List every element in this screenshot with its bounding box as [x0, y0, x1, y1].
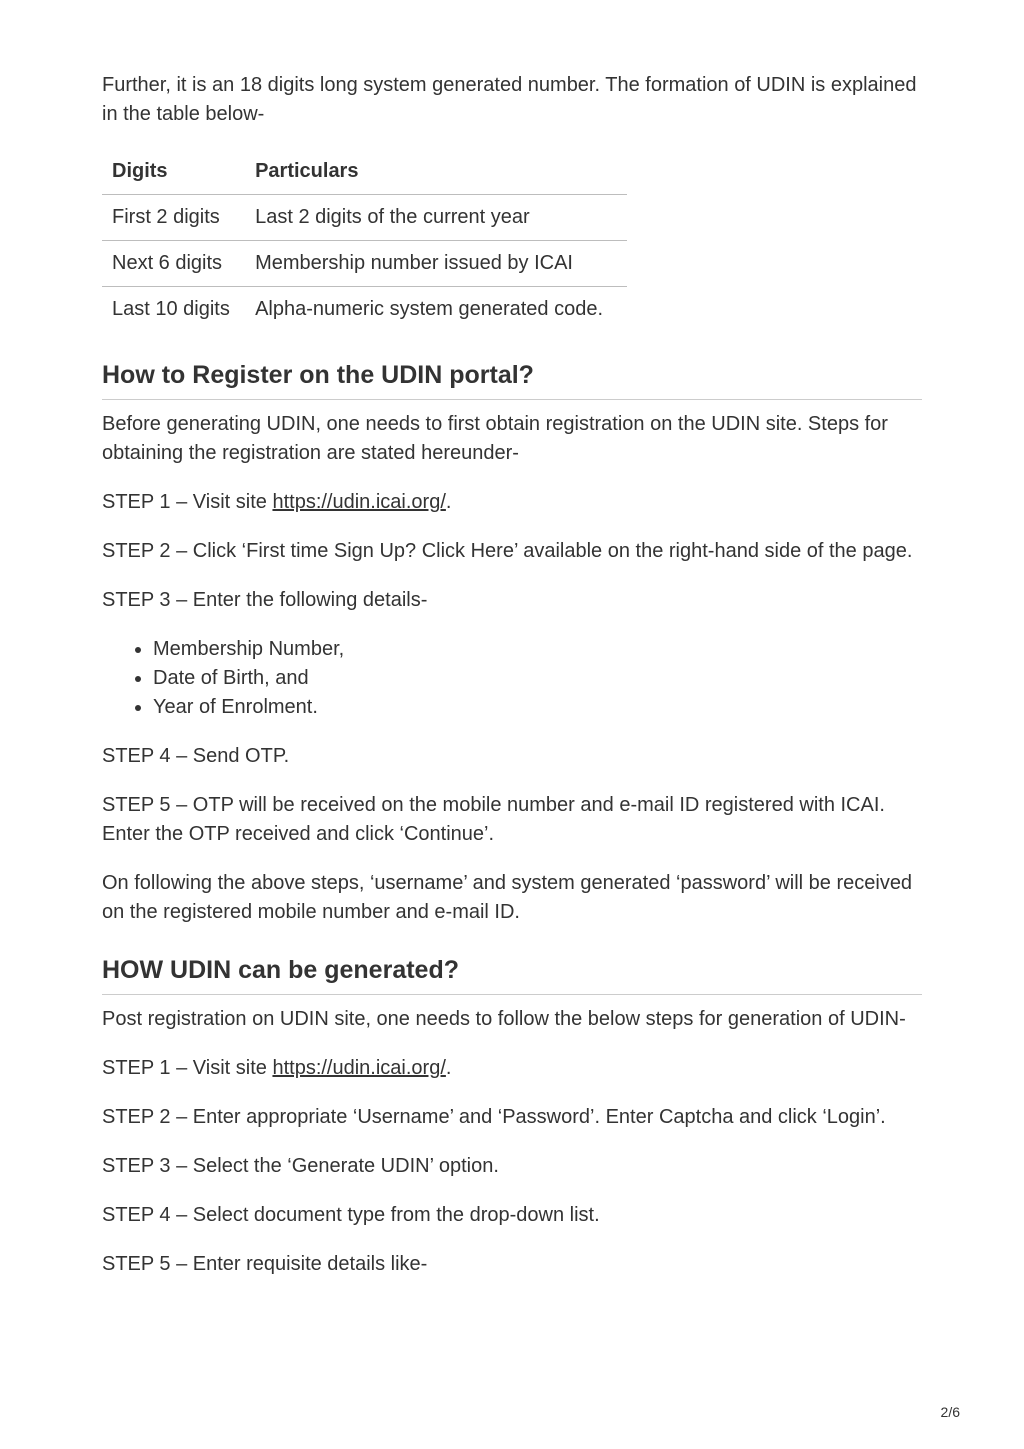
udin-format-table	[102, 149, 627, 332]
page-number: 2/6	[940, 1404, 960, 1420]
intro-paragraph: Further, it is an 18 digits long system generated number. The formation of UDIN is explained in the table below-	[102, 74, 917, 125]
list-item: • Date of Birth, and	[153, 664, 922, 693]
register-conclusion: On following the above steps, ‘username’ and system generated ‘password’ will be received on the registered mobile number and e-mail ID.	[102, 872, 913, 923]
udin-site-link[interactable]: https://udin.icai.org/	[272, 1057, 446, 1079]
register-intro: Before generating UDIN, one needs to first obtain registration on the UDIN site. Steps for obtaining the registration are stated hereunder-	[102, 413, 888, 464]
step-text: STEP 1 – Visit site	[102, 491, 273, 513]
step-text-suffix: .	[445, 1057, 452, 1079]
table-header-particulars: Particulars	[245, 149, 627, 195]
document-body	[102, 71, 922, 1299]
table-header-row	[102, 149, 627, 195]
generate-step-5: STEP 5 – Enter requisite details like-	[102, 1253, 428, 1275]
table-cell-particulars: Last 2 digits of the current year	[245, 195, 627, 241]
step-text: STEP 1 – Visit site	[102, 1057, 273, 1079]
generate-step-3: STEP 3 – Select the ‘Generate UDIN’ option.	[102, 1155, 499, 1177]
step-text-suffix: .	[445, 491, 452, 513]
table-cell-digits: Last 10 digits	[112, 298, 230, 320]
table-row	[102, 287, 627, 333]
table-cell-digits: Next 6 digits	[102, 241, 245, 287]
register-step-4: STEP 4 – Send OTP.	[102, 745, 290, 767]
register-step-1	[102, 488, 922, 517]
list-item: • Membership Number,	[153, 635, 922, 664]
section-heading-generate: HOW UDIN can be generated?	[102, 955, 922, 995]
register-step-3: STEP 3 – Enter the following details-	[102, 589, 428, 611]
udin-site-link[interactable]: https://udin.icai.org/	[272, 491, 446, 513]
table-cell-particulars: Membership number issued by ICAI	[245, 241, 627, 287]
table-header-digits: Digits	[102, 149, 245, 195]
list-item: • Year of Enrolment.	[153, 693, 922, 722]
generate-step-2: STEP 2 – Enter appropriate ‘Username’ and ‘Password’. Enter Captcha and click ‘Login’.	[102, 1106, 886, 1128]
generate-intro: Post registration on UDIN site, one needs to follow the below steps for generation of UDIN-	[102, 1008, 906, 1030]
table-row	[102, 241, 627, 287]
register-step-5: STEP 5 – OTP will be received on the mobile number and e-mail ID registered with ICAI. Enter the OTP received and click ‘Continue’.	[102, 794, 885, 845]
table-cell-digits: First 2 digits	[102, 195, 245, 241]
section-heading-register: How to Register on the UDIN portal?	[102, 360, 922, 400]
generate-step-1	[102, 1054, 922, 1083]
generate-step-4: STEP 4 – Select document type from the drop-down list.	[102, 1204, 600, 1226]
table-row	[102, 195, 627, 241]
register-step-2: STEP 2 – Click ‘First time Sign Up? Click Here’ available on the right-hand side of the page.	[102, 540, 913, 562]
table-cell-particulars: Alpha-numeric system generated code.	[255, 298, 604, 320]
details-list	[102, 635, 922, 722]
